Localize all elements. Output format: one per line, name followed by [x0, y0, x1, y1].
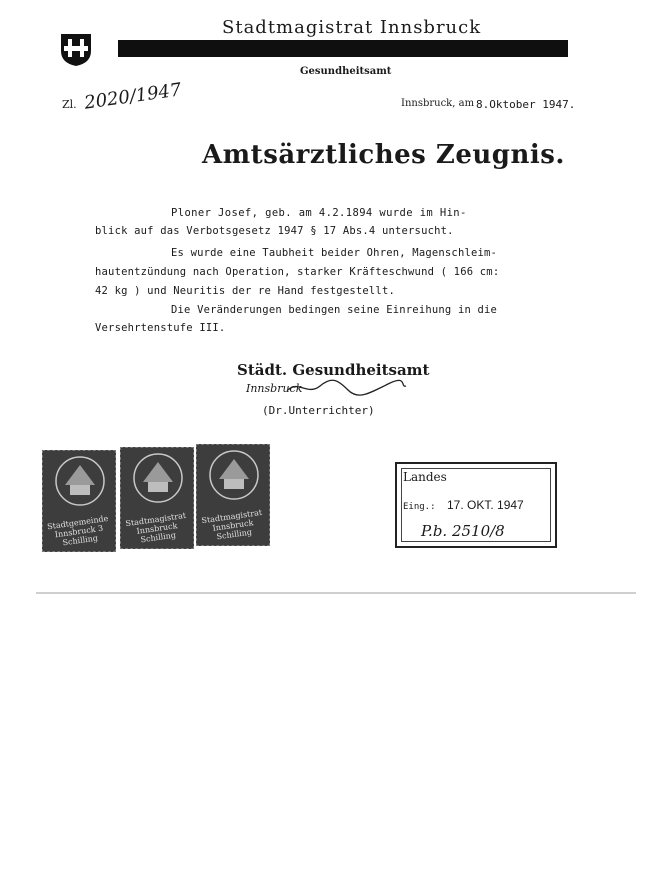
document-date: 8.Oktober 1947.: [476, 98, 576, 111]
signature-office: Städt. Gesundheitsamt: [237, 361, 430, 379]
revenue-stamp-text: Stadtgemeinde Innsbruck 3 Schilling: [46, 513, 109, 548]
body-line-4: hautentzündung nach Operation, starker Kräfteschwund ( 166 cm:: [95, 266, 500, 278]
reference-prefix: Zl.: [62, 98, 77, 111]
signature-city: Innsbruck: [246, 382, 303, 395]
body-line-7: Versehrtenstufe III.: [95, 322, 226, 334]
body-line-6: Die Veränderungen bedingen seine Einreihung in die: [171, 304, 498, 316]
receipt-stamp-received-label: Eing.:: [403, 502, 436, 512]
receipt-stamp-label: Landes: [403, 470, 447, 484]
body-line-3: Es wurde eine Taubheit beider Ohren, Magenschleim-: [171, 247, 498, 259]
reference-number: 2020/1947: [83, 79, 183, 114]
body-line-2: blick auf das Verbotsgesetz 1947 § 17 Abs.4 untersucht.: [95, 225, 454, 237]
revenue-stamp: [196, 444, 270, 546]
header-title: Stadtmagistrat Innsbruck: [222, 17, 482, 38]
receipt-stamp: [395, 462, 557, 548]
signatory-name: (Dr.Unterrichter): [262, 404, 375, 417]
redaction-bar: [118, 40, 568, 57]
city-crest-icon: [60, 33, 92, 67]
receipt-stamp-date: 17. OKT. 1947: [447, 498, 524, 512]
eagle-emblem-icon: [197, 445, 270, 505]
place-label: Innsbruck, am: [401, 98, 475, 109]
body-line-5: 42 kg ) und Neuritis der re Hand festgestellt.: [95, 285, 395, 297]
revenue-stamp-text: Stadtmagistrat Innsbruck Schilling: [124, 510, 187, 545]
receipt-stamp-file-number: P.b. 2510/8: [421, 522, 505, 540]
sheet-edge: [36, 592, 636, 594]
header-department: Gesundheitsamt: [300, 66, 392, 77]
body-line-1: Ploner Josef, geb. am 4.2.1894 wurde im Hin-: [171, 207, 467, 219]
handwritten-signature-icon: [238, 376, 408, 398]
eagle-emblem-icon: [43, 451, 116, 511]
revenue-stamps: [42, 444, 274, 554]
eagle-emblem-icon: [121, 448, 194, 508]
revenue-stamp-text: Stadtmagistrat Innsbruck Schilling: [200, 507, 263, 542]
revenue-stamp: [42, 450, 116, 552]
document-title: Amtsärztliches Zeugnis.: [202, 140, 565, 170]
revenue-stamp: [120, 447, 194, 549]
